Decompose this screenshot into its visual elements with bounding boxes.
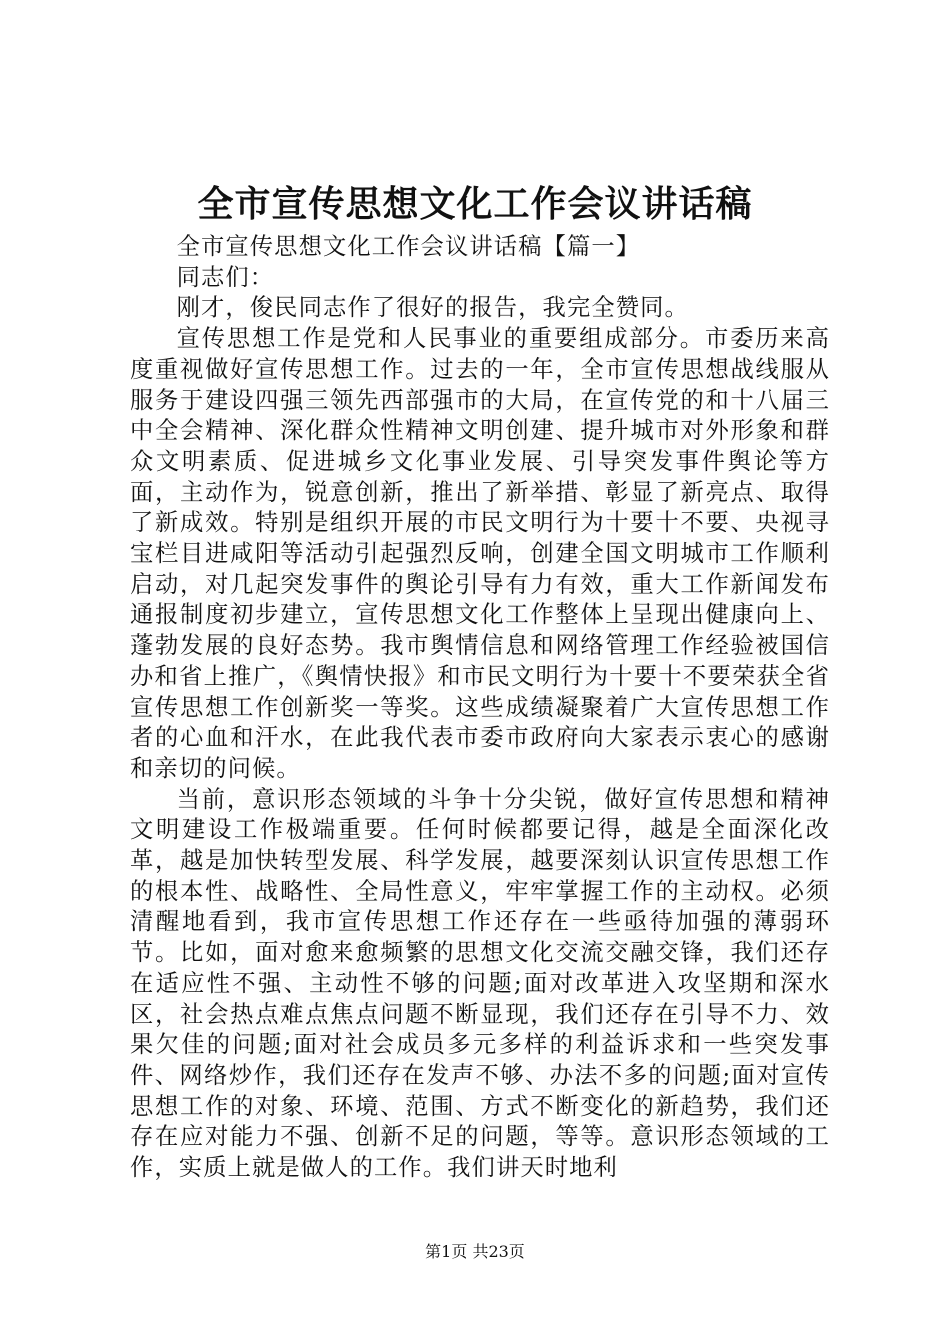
section-heading: 全市宣传思想文化工作会议讲话稿【篇一】 xyxy=(176,233,641,260)
document-body xyxy=(130,232,830,1184)
salutation: 同志们： xyxy=(176,263,275,291)
paragraph: 刚才，俊民同志作了很好的报告，我完全赞同。 xyxy=(176,294,689,322)
document-title: 全市宣传思想文化工作会议讲话稿 xyxy=(197,183,753,225)
paragraph: 当前，意识形态领域的斗争十分尖锐，做好宣传思想和精神文明建设工作极端重要。任何时候都要记得，越是全面深化改革，越是加快转型发展、科学发展，越要深刻认识宣传思想工作的根本性、战略性、全局性意义，牢牢掌握工作的主动权。必须清醒地看到，我市宣传思想工作还存在一些亟待加强的薄弱环节。比如，面对愈来愈频繁的思想文化交流交融交锋，我们还存在适应性不强、主动性不够的问题;面对改革进入攻坚期和深水区，社会热点难点焦点问题不断显现，我们还存在引导不力、效果欠佳的问题;面对社会成员多元多样的利益诉求和一些突发事件、网络炒作，我们还存在发声不够、办法不多的问题;面对宣传思想工作的对象、环境、范围、方式不断变化的新趋势，我们还存在应对能力不强、创新不足的问题，等等。意识形态领域的工作，实质上就是做人的工作。我们讲天时地利 xyxy=(130,785,830,1182)
page-number: 第1页 共23页 xyxy=(425,1242,525,1261)
paragraph: 宣传思想工作是党和人民事业的重要组成部分。市委历来高度重视做好宣传思想工作。过去的一年，全市宣传思想战线服从服务于建设四强三领先西部强市的大局，在宣传党的和十八届三中全会精神、深化群众性精神文明创建、提升城市对外形象和群众文明素质、促进城乡文化事业发展、引导突发事件舆论等方面，主动作为，锐意创新，推出了新举措、彰显了新亮点、取得了新成效。特别是组织开展的市民文明行为十要十不要、央视寻宝栏目进咸阳等活动引起强烈反响，创建全国文明城市工作顺利启动，对几起突发事件的舆论引导有力有效，重大工作新闻发布通报制度初步建立，宣传思想文化工作整体上呈现出健康向上、蓬勃发展的良好态势。我市舆情信息和网络管理工作经验被国信办和省上推广，《舆情快报》和市民文明行为十要十不要荣获全省宣传思想工作创新奖一等奖。这些成绩凝聚着广大宣传思想工作者的心血和汗水，在此我代表市委市政府向大家表示衷心的感谢和亲切的问候。 xyxy=(130,325,830,782)
